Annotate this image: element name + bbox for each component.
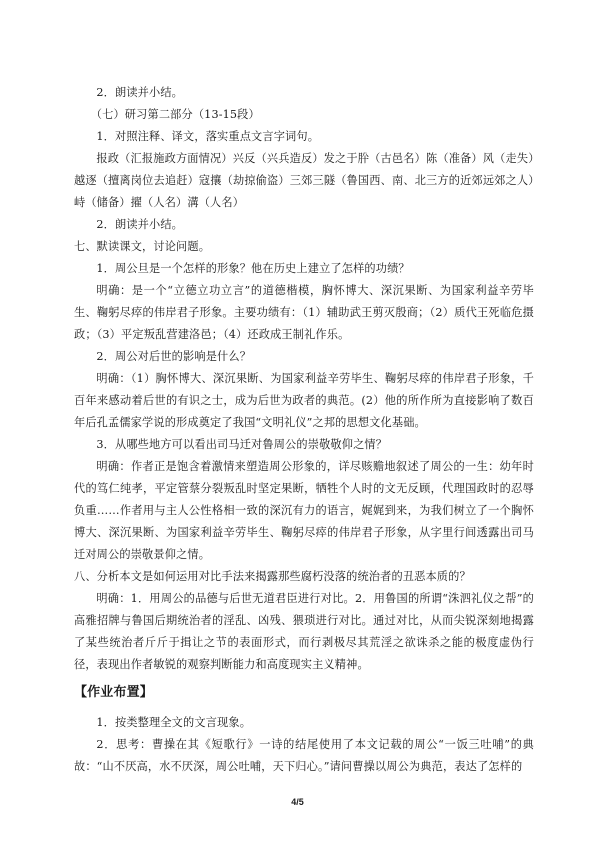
- answer-1: 明确：是一个“立德立功立言”的道德楷模，胸怀博大、深沉果断、为国家利益辛劳毕生、鞠躬尽瘁的伟岸君子形象。主要功绩有：（1）辅助武王剪灭殷商；（2）质代王死临危摄政；（3）平定叛乱营建洛邑；（4）还政成王制礼作乐。: [74, 284, 534, 341]
- answer-2: 明确：（1）胸怀博大、深沉果断、为国家利益辛劳毕生、鞠躬尽瘁的伟岸君子形象，千百年来感动着后世的有识之士，成为后世为政者的典范。(2）他的所作所为直接影响了数百年后孔孟儒家学说的形成奠定了我国“文明礼仪”之邦的思想文化基础。: [74, 372, 534, 429]
- line-read-summary-1: 2．朗读并小结。: [96, 86, 184, 99]
- heading-silent-reading: 七、默读课文，讨论问题。: [74, 240, 211, 253]
- section-seven-heading: （七）研习第二部分（13-15段）: [90, 108, 260, 121]
- question-2: 2．周公对后世的影响是什么？: [96, 350, 252, 363]
- homework-heading: 【作业布置】: [74, 685, 153, 700]
- line-read-summary-2: 2．朗读并小结。: [96, 218, 184, 231]
- answer-contrast: 明确：1．用周公的品德与后世无道君臣进行对比。2．用鲁国的所谓“洙泗礼仪之帮”的高雅招牌与鲁国后期统治者的淫乱、凶残、猥琐进行对比。通过对比，从而尖锐深刻地揭露了某些统治者斤斤于揖让之节的表面形式，而行剥极尽其荒淫之欲诛杀之能的极度虚伪行径，表现出作者敏锐的观察判断能力和高度现实主义精神。: [74, 592, 534, 671]
- question-1: 1．周公旦是一个怎样的形象？他在历史上建立了怎样的功绩？: [96, 262, 410, 275]
- homework-item-1: 1．按类整理全文的文言现象。: [96, 716, 252, 729]
- question-3: 3．从哪些地方可以看出司马迁对鲁周公的崇敬敬仰之情？: [96, 438, 388, 451]
- document-body: [74, 82, 534, 778]
- heading-contrast-analysis: 八、分析本文是如何运用对比手法来揭露那些腐朽没落的统治者的丑恶本质的？: [74, 570, 471, 583]
- homework-item-2: 2．思考：曹操在其《短歌行》一诗的结尾使用了本文记载的周公“一饭三吐哺”的典故：“山不厌高，水不厌深，周公吐哺，天下归心。”请问曹操以周公为典范，表达了怎样的: [74, 738, 534, 773]
- answer-3: 明确：作者正是饱含着激情来塑造周公形象的，详尽赅赡地叙述了周公的一生：幼年时代的笃仁纯孝，平定管蔡分裂叛乱时坚定果断，牺牲个人时的文无反顾，代理国政时的忍辱负重……作者用与主人公性格相一致的深沉有力的语言，娓娓到来，为我们树立了一个胸怀博大、深沉果断、为国家利益辛劳毕生、鞠躬尽瘁的伟岸君子形象，从字里行间透露出司马迁对周公的崇敬景仰之情。: [74, 460, 534, 561]
- vocabulary-list: 报政（汇报施政方面情况）兴反（兴兵造反）发之于肸（古邑名）陈（准备）风（走失）越逐（擅离岗位去追赶）寇攘（劫掠偷盗）三郊三隧（鲁国西、南、北三方的近郊远郊之人）峙（储备）擢（人名）溝（人名）: [74, 152, 534, 209]
- page-number: 4/5: [291, 797, 304, 807]
- instruction-annotations: 1．对照注释、译文，落实重点文言字词句。: [96, 130, 320, 143]
